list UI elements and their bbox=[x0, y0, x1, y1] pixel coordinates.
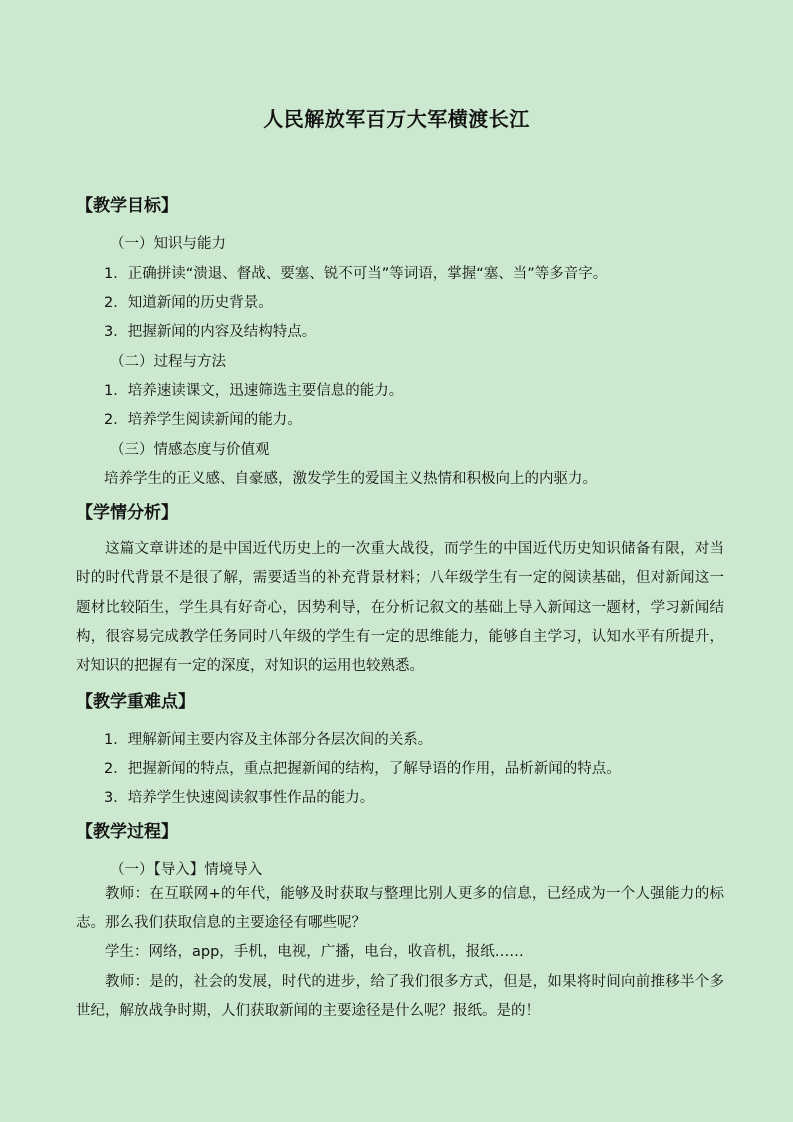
goal-subheading-1: （一）知识与能力 bbox=[110, 236, 226, 252]
keypoint-item: 3．培养学生快速阅读叙事性作品的能力。 bbox=[104, 790, 375, 806]
section-heading-goals: 【教学目标】 bbox=[76, 196, 178, 216]
goal-item: 1．正确拼读“溃退、督战、要塞、锐不可当”等词语，掌握“塞、当”等多音字。 bbox=[104, 266, 608, 282]
process-paragraph: 学生：网络，app，手机，电视，广播，电台，收音机，报纸…… bbox=[105, 944, 524, 960]
goal-item: 2．知道新闻的历史背景。 bbox=[104, 295, 273, 311]
section-heading-analysis: 【学情分析】 bbox=[76, 503, 178, 523]
section-heading-keypoints: 【教学重难点】 bbox=[76, 692, 195, 712]
document-title: 人民解放军百万大军横渡长江 bbox=[263, 107, 530, 131]
goal-subheading-3: （三）情感态度与价值观 bbox=[110, 442, 270, 458]
process-paragraph: 教师：在互联网+的年代，能够及时获取与整理比别人更多的信息，已经成为一个人强能力的标志。那么我们获取信息的主要途径有哪些呢？ bbox=[76, 886, 724, 932]
section-heading-process: 【教学过程】 bbox=[76, 822, 178, 842]
analysis-paragraph: 这篇文章讲述的是中国近代历史上的一次重大战役，而学生的中国近代历史知识储备有限，对当时的时代背景不是很了解，需要适当的补充背景材料；八年级学生有一定的阅读基础，但对新闻这一题材比较陌生，学生具有好奇心，因势利导，在分析记叙文的基础上导入新闻这一题材，学习新闻结构，很容易完成教学任务同时八年级的学生有一定的思维能力，能够自主学习，认知水平有所提升，对知识的把握有一定的深度，对知识的运用也较熟悉。 bbox=[76, 541, 724, 675]
keypoint-item: 1．理解新闻主要内容及主体部分各层次间的关系。 bbox=[104, 732, 433, 748]
goal-item: 培养学生的正义感、自豪感，激发学生的爱国主义热情和积极向上的内驱力。 bbox=[104, 471, 597, 487]
goal-item: 1．培养速读课文，迅速筛选主要信息的能力。 bbox=[104, 383, 404, 399]
keypoint-item: 2．把握新闻的特点，重点把握新闻的结构，了解导语的作用，品析新闻的特点。 bbox=[104, 761, 621, 777]
goal-item: 3．把握新闻的内容及结构特点。 bbox=[104, 324, 317, 340]
process-subheading: （一）【导入】情境导入 bbox=[110, 862, 263, 878]
goal-item: 2．培养学生阅读新闻的能力。 bbox=[104, 412, 302, 428]
process-paragraph: 教师：是的，社会的发展，时代的进步，给了我们很多方式，但是，如果将时间向前推移半个多世纪，解放战争时期，人们获取新闻的主要途径是什么呢？报纸。是的！ bbox=[76, 974, 724, 1020]
goal-subheading-2: （二）过程与方法 bbox=[110, 354, 226, 370]
